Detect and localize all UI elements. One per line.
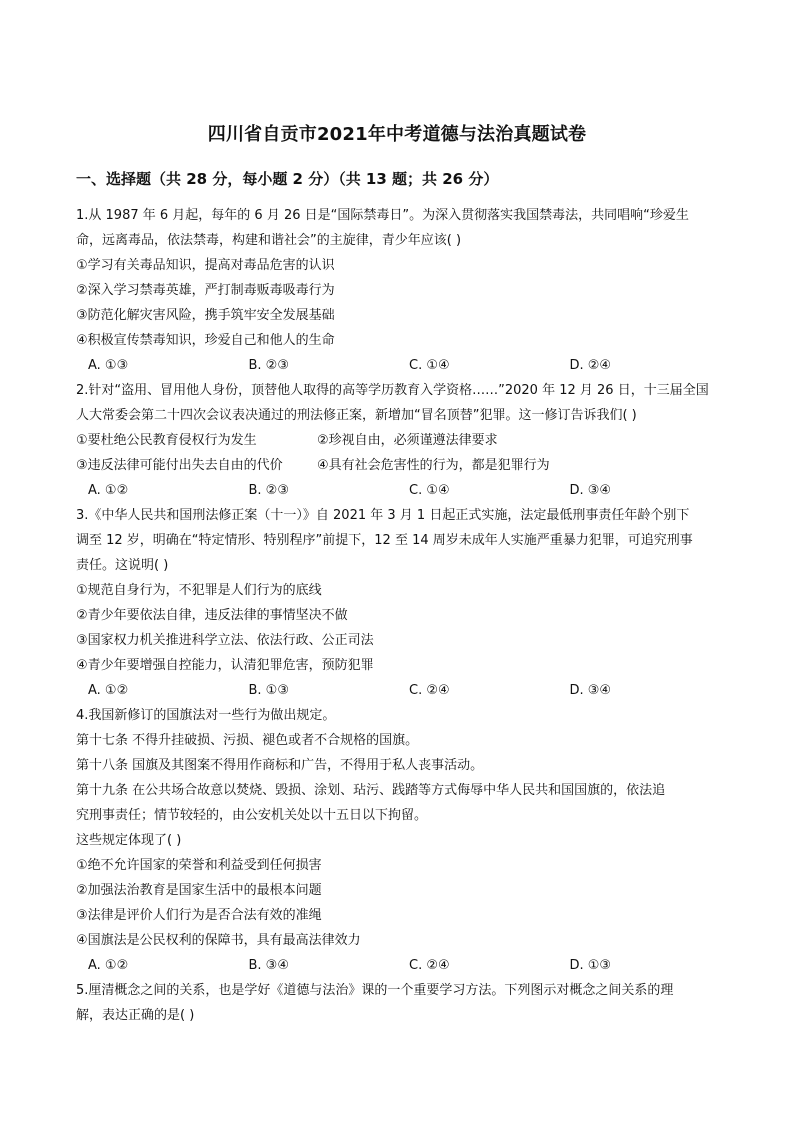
page-title: 四川省自贡市2021年中考道德与法治真题试卷 (207, 124, 587, 145)
option-c[interactable]: C. ②④ (409, 683, 450, 698)
law-article-17: 第十七条 不得升挂破损、污损、褪色或者不合规格的国旗。 (76, 733, 419, 748)
question-stem: 调至 12 岁，明确在“特定情形、特别程序”前提下，12 至 14 周岁未成年人实施严重暴力犯罪，可追究刑事 (76, 533, 693, 548)
option-a[interactable]: A. ①② (88, 683, 129, 698)
question-stem: 3.《中华人民共和国刑法修正案（十一）》自 2021 年 3 月 1 日起正式实施，法定最低刑事责任年龄个别下 (76, 508, 690, 523)
option-c[interactable]: C. ①④ (409, 358, 450, 373)
option-c[interactable]: C. ②④ (409, 958, 450, 973)
option-b[interactable]: B. ①③ (248, 683, 289, 698)
option-a[interactable]: A. ①② (88, 958, 129, 973)
question-2 (76, 378, 718, 503)
answer-options (76, 353, 718, 378)
answer-options (76, 953, 718, 978)
option-d[interactable]: D. ①③ (569, 958, 612, 973)
question-4 (76, 703, 718, 978)
statement-row (76, 428, 718, 453)
statement-item: ③违反法律可能付出失去自由的代价 (76, 458, 283, 473)
statement-item: ①绝不允许国家的荣誉和利益受到任何损害 (76, 858, 322, 873)
option-a[interactable]: A. ①② (88, 483, 129, 498)
law-article-19: 究刑事责任；情节较轻的，由公安机关处以十五日以下拘留。 (76, 808, 428, 823)
question-stem: 4.我国新修订的国旗法对一些行为做出规定。 (76, 708, 336, 723)
statement-item: ①规范自身行为，不犯罪是人们行为的底线 (76, 583, 322, 598)
law-article-19: 第十九条 在公共场合故意以焚烧、毁损、涂划、玷污、践踏等方式侮辱中华人民共和国国旗的，依法追 (76, 783, 666, 798)
statement-item: ③国家权力机关推进科学立法、依法行政、公正司法 (76, 633, 374, 648)
statement-item: ④积极宣传禁毒知识，珍爱自己和他人的生命 (76, 333, 335, 348)
question-stem: 解，表达正确的是( ) (76, 1008, 195, 1023)
question-stem: 1.从 1987 年 6 月起，每年的 6 月 26 日是“国际禁毒日”。为深入贯彻落实我国禁毒法，共同唱响“珍爱生 (76, 208, 689, 223)
option-c[interactable]: C. ①④ (409, 483, 450, 498)
statement-item: ②青少年要依法自律，违反法律的事情坚决不做 (76, 608, 348, 623)
question-stem: 责任。这说明( ) (76, 558, 169, 573)
question-stem: 命，远离毒品，依法禁毒，构建和谐社会”的主旋律，青少年应该( ) (76, 233, 462, 248)
statement-item: ①要杜绝公民教育侵权行为发生 (76, 433, 257, 448)
statement-item: ①学习有关毒品知识，提高对毒品危害的认识 (76, 258, 335, 273)
statement-item: ④具有社会危害性的行为，都是犯罪行为 (317, 458, 550, 473)
statement-item: ②深入学习禁毒英雄，严打制毒贩毒吸毒行为 (76, 283, 335, 298)
statement-item: ④国旗法是公民权利的保障书，具有最高法律效力 (76, 933, 361, 948)
statement-item: ④青少年要增强自控能力，认清犯罪危害，预防犯罪 (76, 658, 374, 673)
question-ask: 这些规定体现了( ) (76, 833, 182, 848)
statement-item: ③防范化解灾害风险，携手筑牢安全发展基础 (76, 308, 335, 323)
question-5 (76, 978, 718, 1028)
question-stem: 人大常委会第二十四次会议表决通过的刑法修正案，新增加“冒名顶替”犯罪。这一修订告诉我们( ) (76, 408, 637, 423)
option-b[interactable]: B. ②③ (248, 358, 289, 373)
answer-options (76, 478, 718, 503)
section-heading: 一、选择题（共 28 分，每小题 2 分）（共 13 题；共 26 分） (76, 170, 499, 188)
option-b[interactable]: B. ②③ (248, 483, 289, 498)
option-a[interactable]: A. ①③ (88, 358, 129, 373)
option-d[interactable]: D. ③④ (569, 683, 612, 698)
statement-row (76, 453, 718, 478)
option-d[interactable]: D. ③④ (569, 483, 612, 498)
option-b[interactable]: B. ③④ (248, 958, 289, 973)
question-stem: 2.针对“盗用、冒用他人身份，顶替他人取得的高等学历教育入学资格……”2020 年 12 月 26 日，十三届全国 (76, 383, 709, 398)
question-stem: 5.厘清概念之间的关系，也是学好《道德与法治》课的一个重要学习方法。下列图示对概念之间关系的理 (76, 983, 674, 998)
law-article-18: 第十八条 国旗及其图案不得用作商标和广告，不得用于私人丧事活动。 (76, 758, 484, 773)
question-1 (76, 203, 718, 378)
statement-item: ②珍视自由，必须谨遵法律要求 (317, 433, 498, 448)
statement-item: ②加强法治教育是国家生活中的最根本问题 (76, 883, 322, 898)
option-d[interactable]: D. ②④ (569, 358, 612, 373)
answer-options (76, 678, 718, 703)
question-3 (76, 503, 718, 703)
statement-item: ③法律是评价人们行为是否合法有效的准绳 (76, 908, 322, 923)
